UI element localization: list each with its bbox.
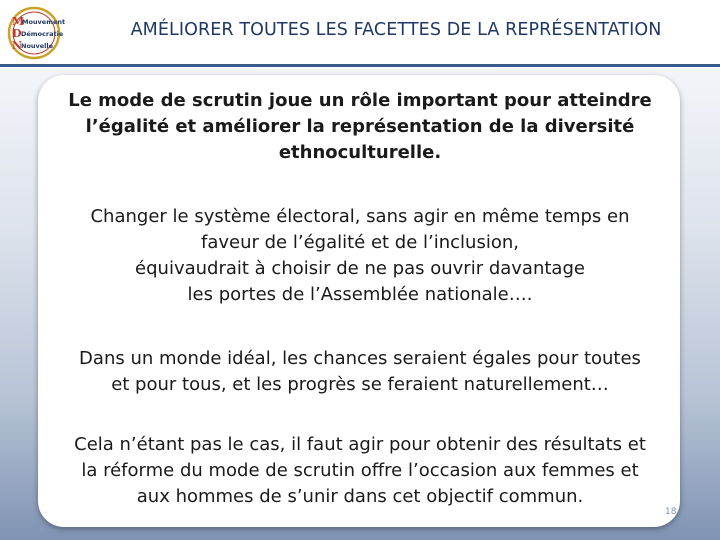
paragraph-2-line: Changer le système électoral, sans agir en même temps en: [90, 206, 630, 227]
slide-number: 18: [665, 507, 677, 517]
paragraph-3-line: Dans un monde idéal, les chances seraient égales pour toutes: [79, 348, 641, 369]
paragraph-4: [0, 432, 720, 510]
paragraph-4-line: Cela n’étant pas le cas, il faut agir pour obtenir des résultats et: [74, 434, 646, 455]
paragraph-4-line: la réforme du mode de scrutin offre l’occasion aux femmes et: [81, 460, 639, 481]
paragraph-2-line: les portes de l’Assemblée nationale….: [187, 284, 533, 305]
paragraph-1-line: Le mode de scrutin joue un rôle important pour atteindre: [68, 90, 652, 111]
paragraph-1: [0, 88, 720, 166]
svg-text:D: D: [12, 27, 22, 40]
paragraph-4-line: aux hommes de s’unir dans cet objectif commun.: [136, 486, 584, 507]
paragraph-1-line: ethnoculturelle.: [278, 142, 442, 163]
paragraph-1-line: l’égalité et améliorer la représentation de la diversité: [85, 116, 635, 137]
svg-text:M: M: [12, 15, 25, 28]
paragraph-2-line: faveur de l’égalité et de l’inclusion,: [201, 232, 519, 253]
logo-line-3: Nouvelle: [21, 42, 54, 50]
mdn-logo-icon: [4, 6, 68, 60]
page-title: AMÉLIORER TOUTES LES FACETTES DE LA REPRÉSENTATION: [130, 20, 662, 40]
paragraph-2: [0, 204, 720, 308]
logo: [4, 6, 68, 60]
header-divider: [0, 64, 720, 67]
paragraph-3: [0, 346, 720, 398]
svg-text:N: N: [12, 39, 23, 52]
header: [0, 0, 720, 68]
paragraph-2-line: équivaudrait à choisir de ne pas ouvrir davantage: [135, 258, 585, 279]
paragraph-3-line: et pour tous, et les progrès se feraient naturellement…: [111, 374, 609, 395]
logo-line-1: Mouvement: [22, 18, 66, 26]
logo-line-2: Démocratie: [21, 30, 64, 38]
